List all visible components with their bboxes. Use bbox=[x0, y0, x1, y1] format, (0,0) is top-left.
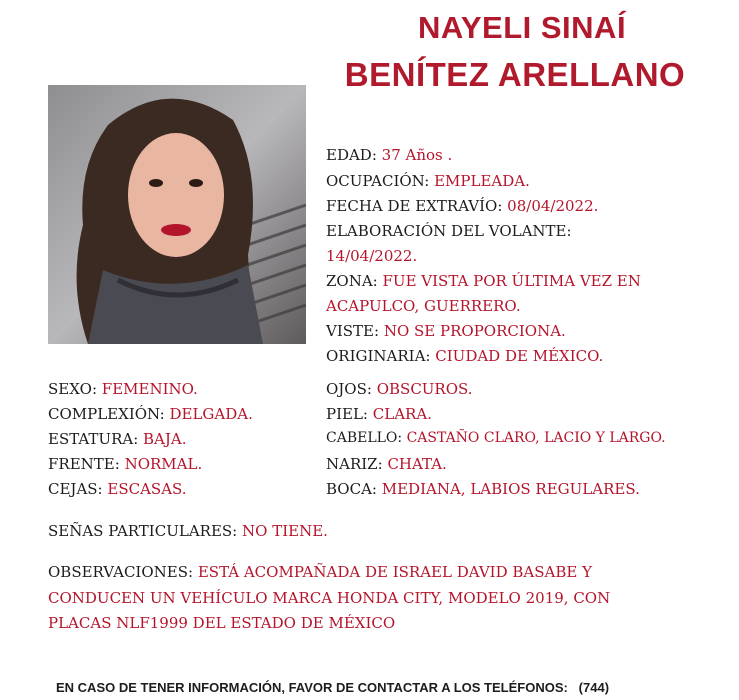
ojos-value: OBSCUROS. bbox=[376, 380, 473, 398]
originaria-label: ORIGINARIA: bbox=[326, 347, 431, 365]
viste-value: NO SE PROPORCIONA. bbox=[383, 322, 566, 340]
cejas-row bbox=[48, 480, 187, 498]
cejas-label: CEJAS: bbox=[48, 480, 103, 498]
extravio-value: 08/04/2022. bbox=[507, 197, 599, 215]
observaciones-label: OBSERVACIONES: bbox=[48, 563, 194, 581]
nariz-value: CHATA. bbox=[387, 455, 447, 473]
elaboracion-value: 14/04/2022. bbox=[326, 247, 418, 265]
frente-row bbox=[48, 455, 202, 473]
zona-row bbox=[326, 272, 641, 290]
nariz-label: NARIZ: bbox=[326, 455, 383, 473]
missing-person-name-line1: NAYELI SINAÍ bbox=[417, 10, 627, 45]
estatura-value: BAJA. bbox=[143, 430, 187, 448]
piel-row bbox=[326, 405, 432, 423]
edad-value: 37 Años . bbox=[381, 146, 453, 164]
nariz-row bbox=[326, 455, 447, 473]
cejas-value: ESCASAS. bbox=[107, 480, 187, 498]
complexion-label: COMPLEXIÓN: bbox=[48, 405, 165, 423]
viste-row bbox=[326, 322, 566, 340]
cabello-row bbox=[326, 430, 666, 446]
ojos-label: OJOS: bbox=[326, 380, 372, 398]
sexo-row bbox=[48, 380, 198, 398]
zona-label: ZONA: bbox=[326, 272, 378, 290]
contact-footer-text: EN CASO DE TENER INFORMACIÓN, FAVOR DE CONTACTAR A LOS TELÉFONOS: bbox=[56, 680, 568, 695]
observaciones-row bbox=[48, 563, 592, 581]
ocupacion-value: EMPLEADA. bbox=[434, 172, 530, 190]
senas-label: SEÑAS PARTICULARES: bbox=[48, 522, 238, 540]
originaria-value: CIUDAD DE MÉXICO. bbox=[435, 347, 604, 365]
contact-footer bbox=[56, 680, 609, 695]
complexion-row bbox=[48, 405, 253, 423]
observaciones-line2: CONDUCEN UN VEHÍCULO MARCA HONDA CITY, MODELO 2019, CON bbox=[48, 589, 611, 607]
portrait-illustration bbox=[48, 85, 306, 344]
observaciones-line3: PLACAS NLF1999 DEL ESTADO DE MÉXICO bbox=[48, 614, 396, 632]
observaciones-row-2 bbox=[48, 589, 610, 607]
cabello-value: CASTAÑO CLARO, LACIO Y LARGO. bbox=[406, 430, 666, 446]
viste-label: VISTE: bbox=[326, 322, 380, 340]
piel-value: CLARA. bbox=[372, 405, 432, 423]
estatura-row bbox=[48, 430, 187, 448]
boca-row bbox=[326, 480, 640, 498]
zona-value-line2: ACAPULCO, GUERRERO. bbox=[326, 297, 521, 315]
senas-value: NO TIENE. bbox=[242, 522, 328, 540]
senas-row bbox=[48, 522, 328, 540]
sexo-value: FEMENINO. bbox=[101, 380, 198, 398]
zona-value-line1: FUE VISTA POR ÚLTIMA VEZ EN bbox=[382, 272, 641, 290]
observaciones-line1: ESTÁ ACOMPAÑADA DE ISRAEL DAVID BASABE Y bbox=[197, 563, 592, 581]
zona-row-2 bbox=[326, 297, 521, 315]
observaciones-row-3 bbox=[48, 614, 395, 632]
originaria-row bbox=[326, 347, 603, 365]
boca-value: MEDIANA, LABIOS REGULARES. bbox=[381, 480, 640, 498]
complexion-value: DELGADA. bbox=[169, 405, 253, 423]
boca-label: BOCA: bbox=[326, 480, 377, 498]
ocupacion-label: OCUPACIÓN: bbox=[326, 172, 430, 190]
missing-person-photo bbox=[48, 85, 306, 344]
frente-label: FRENTE: bbox=[48, 455, 120, 473]
piel-label: PIEL: bbox=[326, 405, 368, 423]
edad-label: EDAD: bbox=[326, 146, 377, 164]
ocupacion-row bbox=[326, 172, 530, 190]
contact-phone: (744) bbox=[578, 680, 610, 695]
ojos-row bbox=[326, 380, 473, 398]
elaboracion-row bbox=[326, 222, 572, 240]
elaboracion-label: ELABORACIÓN DEL VOLANTE: bbox=[326, 222, 572, 240]
cabello-label: CABELLO: bbox=[326, 430, 403, 446]
extravio-row bbox=[326, 197, 598, 215]
estatura-label: ESTATURA: bbox=[48, 430, 139, 448]
extravio-label: FECHA DE EXTRAVÍO: bbox=[326, 197, 503, 215]
frente-value: NORMAL. bbox=[124, 455, 203, 473]
sexo-label: SEXO: bbox=[48, 380, 97, 398]
elaboracion-value-row bbox=[326, 247, 417, 265]
missing-person-name-line2: BENÍTEZ ARELLANO bbox=[344, 56, 686, 93]
edad-row bbox=[326, 146, 452, 164]
